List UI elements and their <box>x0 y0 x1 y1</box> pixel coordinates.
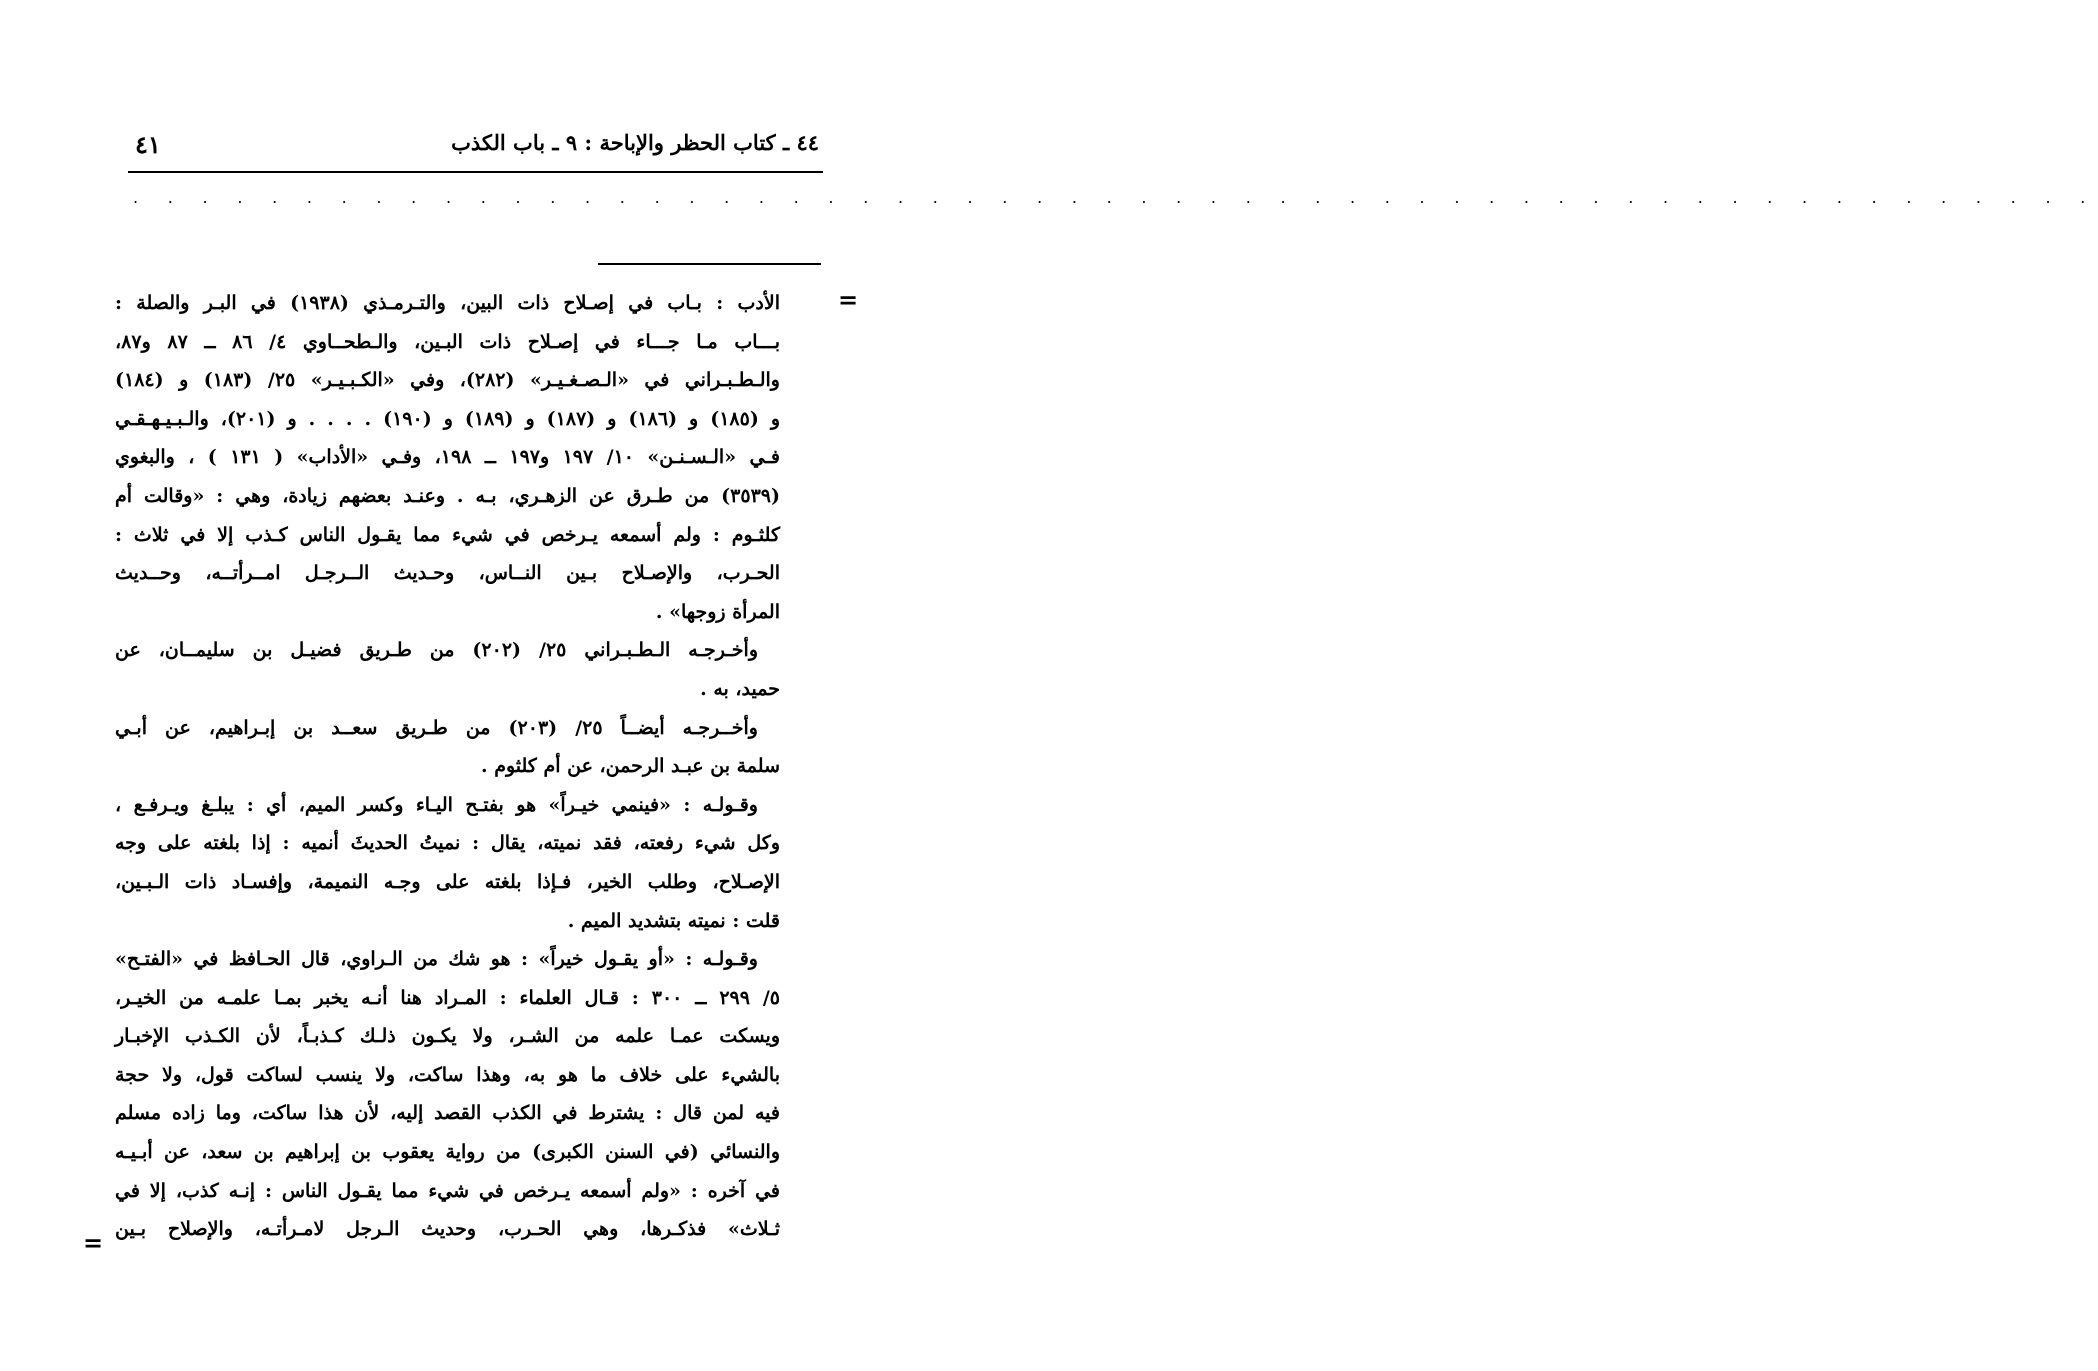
text-line: وأخـرجـه الـطـبـراني ٢٥/ (٢٠٢) من طـريق فضيـل بن سليمــان، عن <box>115 639 758 662</box>
text-line: و (١٨٥) و (١٨٦) و (١٨٧) و (١٨٩) و (١٩٠) . . . . و (٢٠١)، والـبـيـهـقـي <box>115 407 781 430</box>
page-number: ٤١ <box>135 130 161 159</box>
text-line: الإصـلاح، وطلب الخير، فـإذا بلغته على وجـه النميمة، وإفسـاد ذات الـبـين، <box>115 870 780 893</box>
text-line: الأدب : بـاب في إصـلاح ذات البين، والتـرمـذي (١٩٣٨) في البـر والصلة : <box>115 292 780 314</box>
dotted-separator: . . . . . . . . . . . . . . . . . . . . . . . . . . . . . . . . . . . . . . . . . . . . . . . . . . . . . . . . . <box>133 188 2098 207</box>
text-line: فيه لمن قال : يشترط في الكذب القصد إليه، لأن هذا ساكت، وما زاده مسلم <box>115 1102 780 1125</box>
running-header-title: ٤٤ ـ كتاب الحظر والإباحة : ٩ ـ باب الكذب <box>451 130 819 155</box>
text-line: وقـولـه : «فينمي خيـراً» هو بفتـح اليـاء وكسر الميم، أي : يبلـغ ويـرفـع ، <box>115 793 758 816</box>
text-line: الحـرب، والإصـلاح بـين النــاس، وحـديث الــرجـل امــرأتــه، وحــديث <box>115 562 780 585</box>
text-line: ويسكت عمـا علمه من الشـر، ولا يكـون ذلـك كـذبـاً، لأن الكـذب الإخبـار <box>115 1025 780 1048</box>
text-line: كلثـوم : ولم أسمعه يـرخص في شيء مما يقـول الناس كـذب إلا في ثلاث : <box>115 523 780 546</box>
text-line: وكل شيء رفعته، فقد نميته، يقال : نميتُ الحديثَ أنميه : إذا بلغته على وجه <box>115 832 780 855</box>
text-line: حميد، به . <box>700 677 780 700</box>
text-line: فـي «الـسـنـن» ١٠/ ١٩٧ و١٩٧ ــ ١٩٨، وفـي «الأداب» ( ١٣١ ) ، والبغوي <box>115 446 780 469</box>
text-line: سلمة بن عبـد الرحمن، عن أم كلثوم . <box>480 755 780 778</box>
text-line: في آخره : «ولم أسمعه يـرخص في شيء مما يقـول الناس : إنـه كذب، إلا في <box>115 1179 780 1202</box>
text-line: وقـولـه : «أو يقـول خيراً» : هو شك من الـراوي، قال الحـافظ في «الفتـح» <box>115 948 758 971</box>
footnote-body <box>115 284 780 1249</box>
text-line: قلت : نميته بتشديد الميم . <box>567 909 780 932</box>
text-line: ثـلاث» فذكـرها، وهي الحـرب، وحديث الـرجل لامـرأتـه، والإصلاح بـين <box>115 1218 780 1241</box>
text-line: والـطـبـراني في «الـصـغـيـر» (٢٨٢)، وفي «الكـبـيـر» ٢٥/ (١٨٣) و (١٨٤) <box>115 369 780 392</box>
text-line: والنسائي (في السنن الكبرى) من رواية يعقوب بن إبراهيم بن سعد، عن أبـيـه <box>115 1141 780 1164</box>
continued-from-previous-mark: = <box>838 285 859 314</box>
text-line: بـــاب مـا جـــاء في إصـلاح ذات البـين، والـطحــاوي ٤/ ٨٦ ــ ٨٧ و٨٧، <box>115 330 780 353</box>
text-line: وأخــرجـه أيضــاً ٢٥/ (٢٠٣) من طـريق سعــد بن إبـراهيم، عن أبـي <box>115 716 758 739</box>
header-rule <box>128 171 823 173</box>
text-line: (٣٥٣٩) من طـرق عن الزهـري، بـه . وعنـد بعضهم زيادة، وهي : «وقالت أم <box>115 484 780 507</box>
text-line: بالشيء على خلاف ما هو به، وهذا ساكت، ولا ينسب لساكت قول، ولا حجة <box>115 1063 780 1086</box>
footnote-separator-rule <box>598 263 821 265</box>
continued-on-next-mark: = <box>83 1228 104 1257</box>
text-line: المرأة زوجها» . <box>655 600 780 623</box>
text-line: ٥/ ٢٩٩ ــ ٣٠٠ : قـال العلماء : المـراد هنا أنـه يخبر بمـا علمـه من الخيـر، <box>115 986 781 1009</box>
